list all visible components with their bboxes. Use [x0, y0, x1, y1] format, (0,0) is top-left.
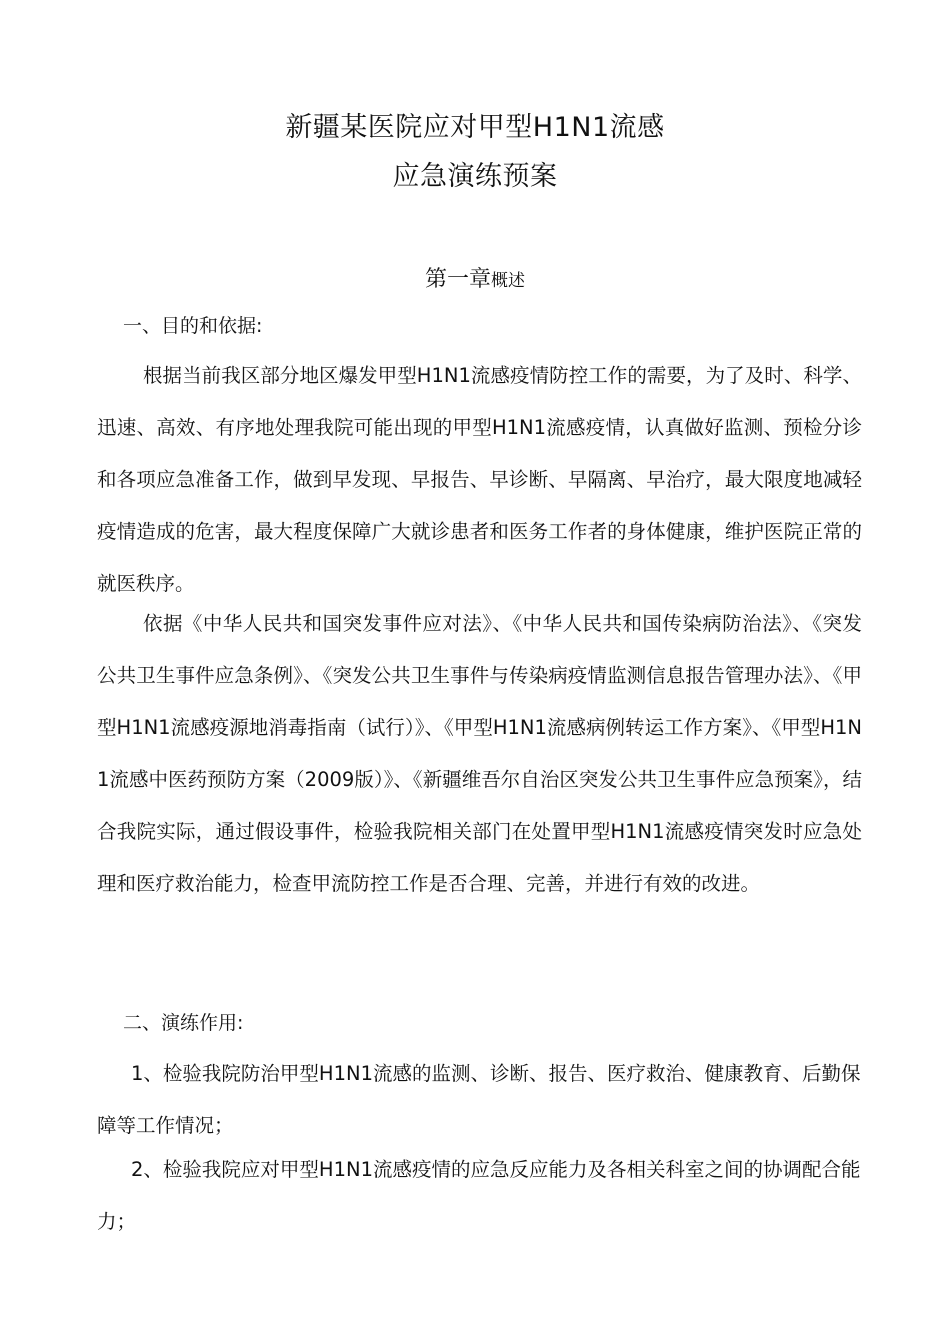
list-item: 2、检验我院应对甲型H1N1流感疫情的应急反应能力及各相关科室之间的协调配合能力； [97, 1158, 861, 1233]
chapter-number: 第一章 [424, 267, 491, 292]
paragraph-basis: 依据《中华人民共和国突发事件应对法》、《中华人民共和国传染病防治法》、《突发公共卫生事件应急条例》、《突发公共卫生事件与传染病疫情监测信息报告管理办法》、《甲型H1N1流感疫源地消毒指南（试行）》、《甲型H1N1流感病例转运工作方案》、《甲型H1N1流感中医药预防方案（2009版）》、《新疆维吾尔自治区突发公共卫生事件应急预案》，结合我院实际，通过假设事件，检验我院相关部门在处置甲型H1N1流感疫情突发时应急处理和医疗救治能力，检查甲流防控工作是否合理、完善，并进行有效的改进。 [97, 612, 862, 895]
section-heading-function: 二、演练作用: [123, 1012, 244, 1034]
chapter-name: 概述 [491, 271, 525, 291]
list-item: 1、检验我院防治甲型H1N1流感的监测、诊断、报告、医疗救治、健康教育、后勤保障等工作情况； [97, 1062, 861, 1137]
paragraph-purpose: 根据当前我区部分地区爆发甲型H1N1流感疫情防控工作的需要，为了及时、科学、迅速、高效、有序地处理我院可能出现的甲型H1N1流感疫情，认真做好监测、预检分诊和各项应急准备工作，做到早发现、早报告、早诊断、早隔离、早治疗，最大限度地减轻疫情造成的危害，最大程度保障广大就诊患者和医务工作者的身体健康，维护医院正常的就医秩序。 [97, 364, 862, 595]
section-heading-purpose: 一、目的和依据: [123, 315, 263, 337]
document-title-line2: 应急演练预案 [392, 161, 558, 192]
chapter-heading [0, 266, 950, 295]
document-title-line1: 新疆某医院应对甲型H1N1流感 [285, 112, 665, 143]
